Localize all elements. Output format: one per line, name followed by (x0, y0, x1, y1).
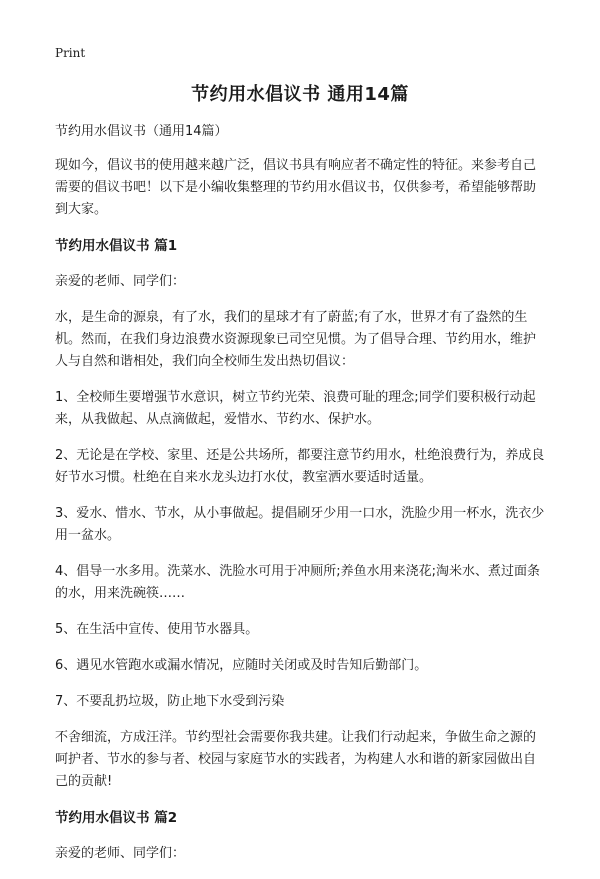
list-item: 3、爱水、惜水、节水，从小事做起。提倡刷牙少用一口水，洗脸少用一杯水，洗衣少用一盆水。 (55, 506, 545, 543)
list-item: 2、无论是在学校、家里、还是公共场所，都要注意节约用水，杜绝浪费行为，养成良好节水习惯。杜绝在自来水龙头边打水仗，教室洒水要适时适量。 (55, 448, 545, 485)
section-1-paragraph: 水，是生命的源泉，有了水，我们的星球才有了蔚蓝;有了水，世界才有了盎然的生机。然而，在我们身边浪费水资源现象已司空见惯。为了倡导合理、节约用水，维护人与自然和谐相处，我们向全校师生发出热切倡议： (55, 310, 537, 369)
document-body (55, 121, 548, 879)
list-item: 5、在生活中宣传、使用节水器具。 (55, 622, 259, 637)
page-title: 节约用水倡议书 通用14篇 (191, 84, 409, 105)
section-1-closing: 不舍细流，方成汪洋。节约型社会需要你我共建。让我们行动起来，争做生命之源的呵护者、节水的参与者、校园与家庭节水的实践者，为构建人水和谐的新家园做出自己的贡献! (55, 730, 537, 789)
section-1-greeting: 亲爱的老师、同学们： (55, 274, 186, 289)
intro-paragraph: 现如今，倡议书的使用越来越广泛，倡议书具有响应者不确定性的特征。来参考自己需要的倡议书吧！以下是小编收集整理的节约用水倡议书，仅供参考，希望能够帮助到大家。 (55, 158, 537, 217)
list-item: 6、遇见水管跑水或漏水情况，应随时关闭或及时告知后勤部门。 (55, 658, 428, 673)
section-2-greeting: 亲爱的老师、同学们： (55, 846, 186, 861)
subtitle: 节约用水倡议书（通用14篇） (55, 124, 228, 139)
list-item: 1、全校师生要增强节水意识，树立节约光荣、浪费可耻的理念;同学们要积极行动起来，从我做起、从点滴做起，爱惜水、节约水、保护水。 (55, 390, 536, 427)
section-2-heading: 节约用水倡议书 篇2 (55, 810, 178, 826)
print-label: Print (55, 46, 86, 60)
list-item: 4、倡导一水多用。洗菜水、洗脸水可用于冲厕所;养鱼水用来浇花;淘米水、煮过面条的水，用来洗碗筷…… (55, 564, 541, 601)
list-item: 7、不要乱扔垃圾，防止地下水受到污染 (55, 694, 285, 709)
section-1-heading: 节约用水倡议书 篇1 (55, 238, 178, 254)
